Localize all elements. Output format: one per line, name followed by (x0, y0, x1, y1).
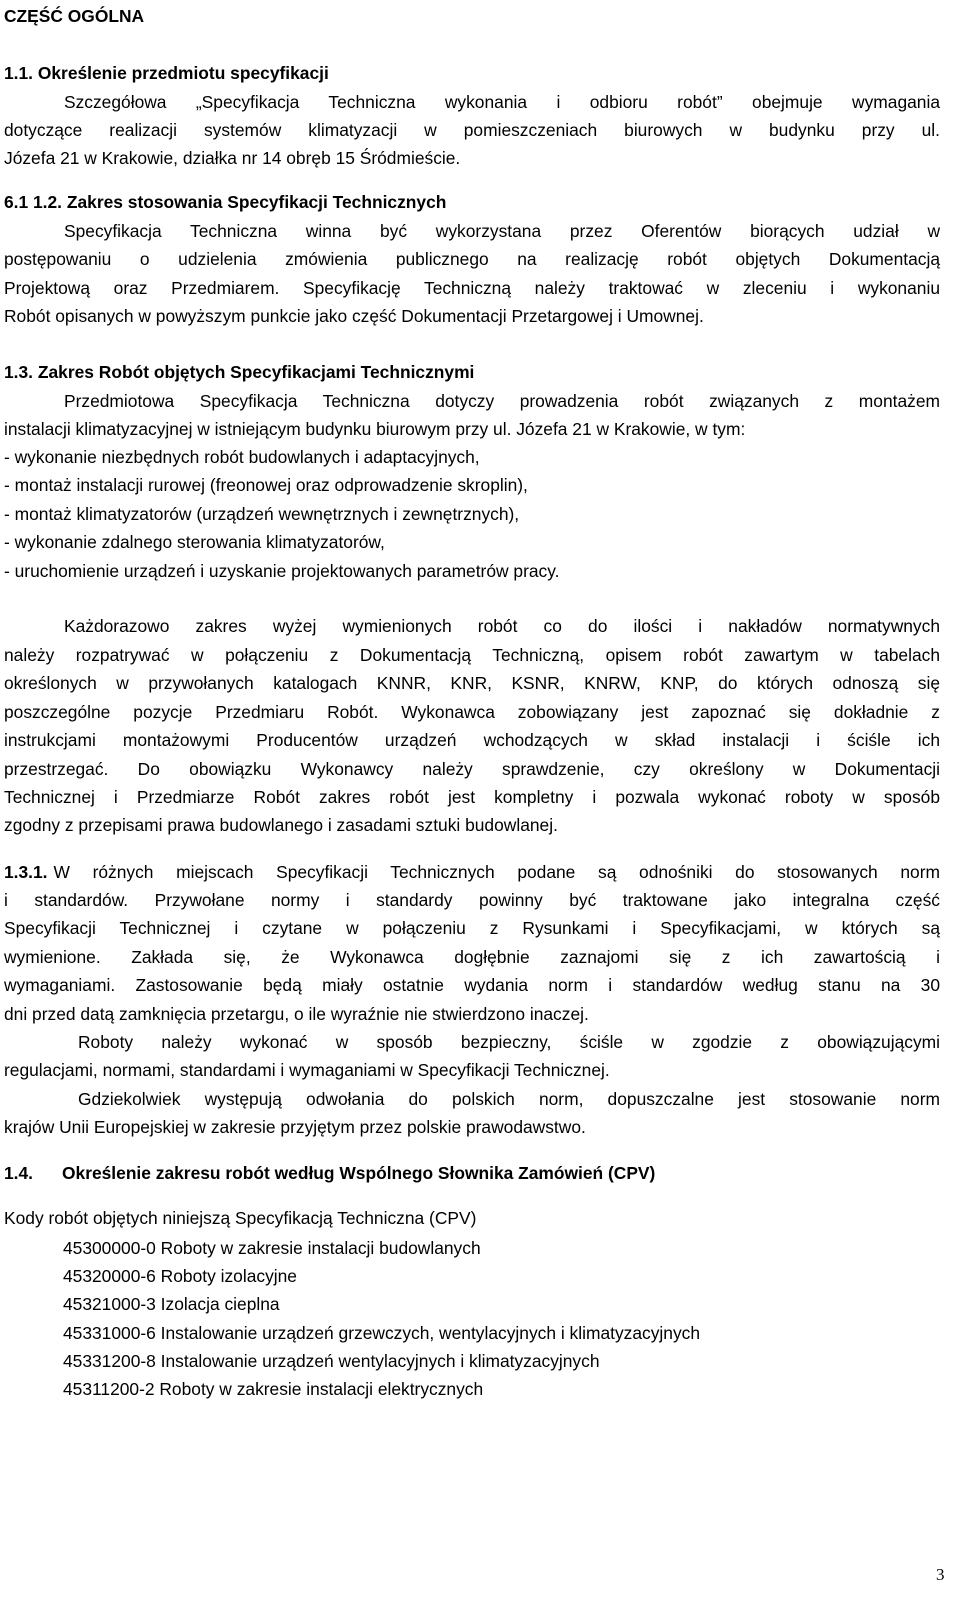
paragraph-line: Gdziekolwiek występują odwołania do polskich norm, dopuszczalne jest stosowanie norm (78, 1089, 940, 1109)
section-title: Określenie zakresu robót według Wspólnego Słownika Zamówień (CPV) (62, 1163, 656, 1183)
section-1-3-heading (4, 362, 940, 382)
section-number: 1.3.1. (4, 862, 48, 882)
paragraph-line: Specyfikacji Technicznej i czytane w połączeniu z Rysunkami i Specyfikacjami, w których są (4, 918, 940, 938)
section-title: Zakres stosowania Specyfikacji Technicznych (66, 192, 447, 212)
paragraph-line: Szczegółowa „Specyfikacja Techniczna wykonania i odbioru robót” obejmuje wymagania (64, 92, 940, 112)
paragraph-line: zgodny z przepisami prawa budowlanego i zasadami sztuki budowlanej. (4, 815, 558, 835)
list-item: - wykonanie niezbędnych robót budowlanych i adaptacyjnych, (4, 447, 480, 467)
cpv-code-item: 45311200-2 Roboty w zakresie instalacji elektrycznych (63, 1379, 484, 1399)
section-1-3-1-first-line (4, 862, 940, 882)
cpv-intro: Kody robót objętych niniejszą Specyfikacją Techniczna (CPV) (4, 1208, 477, 1228)
section-number: 1.3. (4, 362, 34, 382)
paragraph-line: poszczególne pozycje Przedmiaru Robót. Wykonawca zobowiązany jest zapoznać się dokładnie z (4, 702, 940, 722)
paragraph-line: Przedmiotowa Specyfikacja Techniczna dotyczy prowadzenia robót związanych z montażem (64, 391, 940, 411)
paragraph-line: Każdorazowo zakres wyżej wymienionych robót co do ilości i nakładów normatywnych (64, 616, 940, 636)
section-number: 6.1 1.2. (4, 192, 63, 212)
section-number: 1.4. (4, 1163, 34, 1183)
paragraph-line: regulacjami, normami, standardami i wymaganiami w Specyfikacji Technicznej. (4, 1060, 610, 1080)
list-item: - wykonanie zdalnego sterowania klimatyzatorów, (4, 532, 385, 552)
paragraph-line: dni przed datą zamknięcia przetargu, o ile wyraźnie nie stwierdzono inaczej. (4, 1004, 589, 1024)
paragraph-line: Robót opisanych w powyższym punkcie jako część Dokumentacji Przetargowej i Umownej. (4, 306, 704, 326)
paragraph-line: określonych w przywołanych katalogach KNNR, KNR, KSNR, KNRW, KNP, do których odnoszą się (4, 673, 940, 693)
paragraph-line: postępowaniu o udzielenia zmówienia publicznego na realizację robót objętych Dokumentacją (4, 249, 940, 269)
page-number: 3 (936, 1565, 945, 1584)
cpv-code-item: 45331200-8 Instalowanie urządzeń wentylacyjnych i klimatyzacyjnych (63, 1351, 600, 1371)
paragraph-line: instalacji klimatyzacyjnej w istniejącym budynku biurowym przy ul. Józefa 21 w Krakowie, w tym: (4, 419, 746, 439)
paragraph-line: należy rozpatrywać w połączeniu z Dokumentacją Techniczną, opisem robót zawartym w tabelach (4, 645, 940, 665)
section-title: Zakres Robót objętych Specyfikacjami Technicznymi (37, 362, 475, 382)
paragraph-line: Roboty należy wykonać w sposób bezpieczny, ściśle w zgodzie z obowiązującymi (78, 1032, 940, 1052)
list-item: - montaż instalacji rurowej (freonowej oraz odprowadzenie skroplin), (4, 475, 528, 495)
paragraph-line: Technicznej i Przedmiarze Robót zakres robót jest kompletny i pozwala wykonać roboty w sposób (4, 787, 940, 807)
cpv-code-item: 45300000-0 Roboty w zakresie instalacji budowlanych (63, 1238, 481, 1258)
paragraph-line: wymienione. Zakłada się, że Wykonawca dogłębnie zaznajomi się z ich zawartością i (4, 947, 940, 967)
section-number: 1.1. (4, 63, 34, 83)
paragraph-line: przestrzegać. Do obowiązku Wykonawcy należy sprawdzenie, czy określony w Dokumentacji (4, 759, 940, 779)
cpv-code-item: 45331000-6 Instalowanie urządzeń grzewczych, wentylacyjnych i klimatyzacyjnych (63, 1323, 700, 1343)
paragraph-line: krajów Unii Europejskiej w zakresie przyjętym przez polskie prawodawstwo. (4, 1117, 586, 1137)
paragraph-line: Projektową oraz Przedmiarem. Specyfikację Techniczną należy traktować w zleceniu i wykonaniu (4, 278, 940, 298)
section-1-1-heading (4, 63, 940, 83)
list-item: - montaż klimatyzatorów (urządzeń wewnętrznych i zewnętrznych), (4, 504, 520, 524)
paragraph-line: dotyczące realizacji systemów klimatyzacji w pomieszczeniach biurowych w budynku przy ul. (4, 120, 940, 140)
paragraph-line: i standardów. Przywołane normy i standardy powinny być traktowane jako integralna część (4, 890, 940, 910)
paragraph-line: Józefa 21 w Krakowie, działka nr 14 obręb 15 Śródmieście. (4, 148, 461, 168)
section-title: Określenie przedmiotu specyfikacji (37, 63, 329, 83)
list-item: - uruchomienie urządzeń i uzyskanie projektowanych parametrów pracy. (4, 561, 560, 581)
cpv-code-item: 45321000-3 Izolacja cieplna (63, 1294, 280, 1314)
cpv-code-item: 45320000-6 Roboty izolacyjne (63, 1266, 297, 1286)
part-heading: CZĘŚĆ OGÓLNA (4, 6, 145, 26)
paragraph-line: W różnych miejscach Specyfikacji Technicznych podane są odnośniki do stosowanych norm (53, 862, 940, 882)
section-1-2-heading (4, 192, 940, 212)
paragraph-line: instrukcjami montażowymi Producentów urządzeń wchodzących w skład instalacji i ściśle ich (4, 730, 940, 750)
section-1-4-heading (4, 1163, 940, 1183)
paragraph-line: Specyfikacja Techniczna winna być wykorzystana przez Oferentów biorących udział w (64, 221, 940, 241)
paragraph-line: wymaganiami. Zastosowanie będą miały ostatnie wydania norm i standardów według stanu na 30 (4, 975, 940, 995)
